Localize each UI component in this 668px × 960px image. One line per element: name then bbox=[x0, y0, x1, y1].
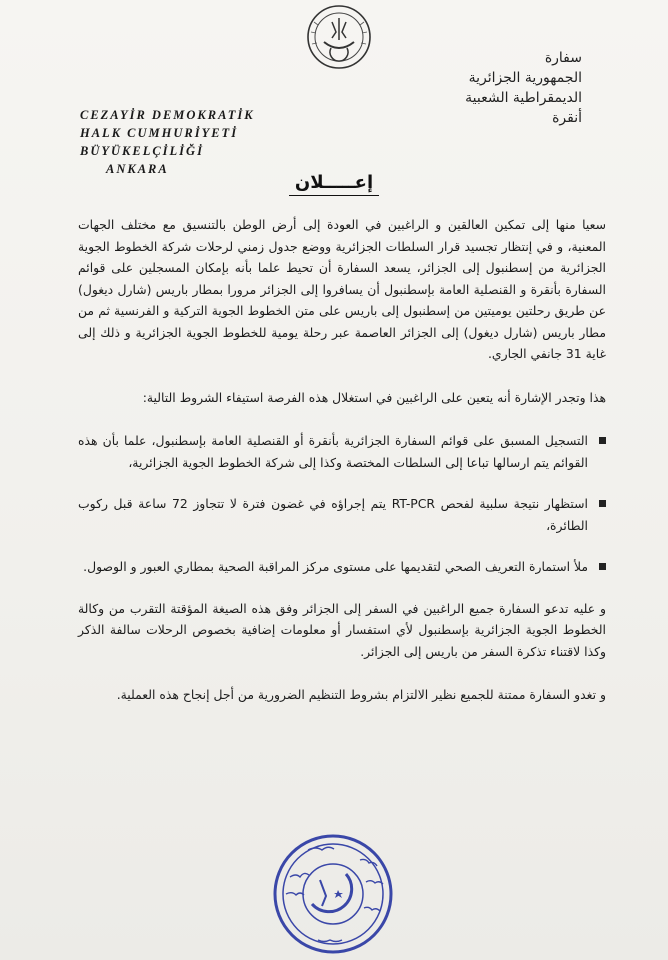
header-left-line-2: HALK CUMHURİYETİ bbox=[80, 126, 239, 140]
condition-item bbox=[78, 430, 606, 473]
header-right-line-1: سفارة bbox=[544, 50, 582, 66]
condition-item bbox=[78, 556, 606, 578]
closing-paragraph: و عليه تدعو السفارة جميع الراغبين في السفر إلى الجزائر وفق هذه الصيغة المؤقتة التقرب من وكالة الخطوط الجوية الجزائرية بإسطنبول لأي استفسار أو معلومات إضافية بخصوص الرحلات سالفة الذكر وكذا لاقتناء تذكرة السفر من باريس إلى الجزائر. bbox=[78, 600, 606, 659]
header-left-line-4: ANKARA bbox=[106, 162, 169, 176]
header-right-line-4: أنقرة bbox=[552, 110, 582, 126]
turkish-header bbox=[80, 106, 300, 178]
final-paragraph: و تغدو السفارة ممتنة للجميع نظير الالتزام بشروط التنظيم الضرورية من أجل إنجاح هذه العملية. bbox=[116, 687, 606, 702]
header-left-line-3: BÜYÜKELÇİLİĞİ bbox=[80, 144, 204, 158]
bullet-icon bbox=[599, 437, 606, 444]
announcement-title: إعـــــلان bbox=[289, 172, 379, 196]
condition-text: استظهار نتيجة سلبية لفحص RT-PCR يتم إجراؤه في غضون فترة لا تتجاوز 72 ساعة قبل ركوب الطائرة، bbox=[78, 496, 588, 533]
embassy-seal-stamp-icon bbox=[268, 832, 398, 956]
intro-paragraph: سعيا منها إلى تمكين العالقين و الراغبين في العودة إلى أرض الوطن بالتنسيق مع مختلف الجهات المعنية، و في إنتظار تجسيد قرار السلطات الجزائرية ووضع جدول زمني لرحلات شركة الخطوط الجوية الجزائرية من إسطنبول إلى الجزائر، يسعد السفارة أن تحيط علما بأنه بإمكان المسجلين على قوائم السفارة بأنقرة و القنصلية العامة بإسطنبول أن يسافروا إلى الجزائر مرورا بمطار باريس (شارل ديغول) عن طريق رحلتين يوميتين من إسطنبول إلى باريس على متن الخطوط الجوية التركية و الفرنسية ثم من مطار باريس (شارل ديغول) إلى الجزائر العاصمة عبر رحلة يومية للخطوط الجوية الجزائرية و ذلك إلى غاية 31 جانفي الجاري. bbox=[78, 217, 606, 361]
announcement-body bbox=[78, 214, 606, 728]
header-right-line-2: الجمهورية الجزائرية bbox=[468, 70, 582, 86]
condition-item bbox=[78, 493, 606, 536]
bullet-icon bbox=[599, 563, 606, 570]
header-right-line-3: الديمقراطية الشعبية bbox=[465, 90, 582, 106]
conditions-intro-paragraph: هذا وتجدر الإشارة أنه يتعين على الراغبين في استغلال هذه الفرصة استيفاء الشروط التالية: bbox=[142, 389, 606, 405]
arabic-header bbox=[362, 48, 582, 128]
header-left-line-1: CEZAYİR DEMOKRATİK bbox=[80, 108, 255, 122]
announcement-title-wrap bbox=[0, 172, 668, 193]
bullet-icon bbox=[599, 500, 606, 507]
condition-text: التسجيل المسبق على قوائم السفارة الجزائرية بأنقرة أو القنصلية العامة بإسطنبول، علما بأن هذه القوائم يتم ارسالها تباعا إلى السلطات المختصة وكذا إلى شركة الخطوط الجوية الجزائرية، bbox=[78, 433, 588, 470]
conditions-list bbox=[78, 430, 606, 578]
condition-text: ملأ استمارة التعريف الصحي لتقديمها على مستوى مركز المراقبة الصحية بمطاري العبور و الوصول. bbox=[83, 559, 588, 574]
